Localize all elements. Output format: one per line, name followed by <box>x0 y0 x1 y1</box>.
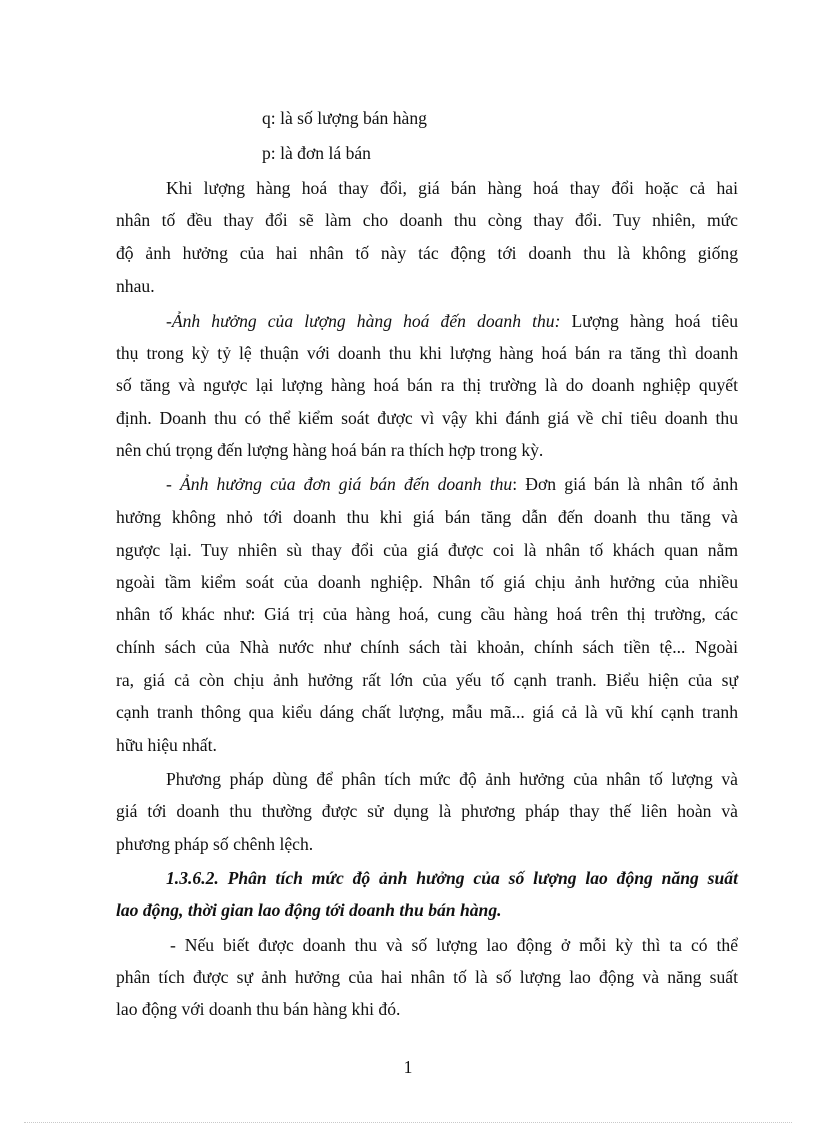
paragraph-3-lead <box>166 472 738 496</box>
paragraph-5-line: phân tích được sự ảnh hưởng của hai nhân tố là số lượng lao động và năng suất <box>116 967 738 987</box>
paragraph-1-line: Khi lượng hàng hoá thay đổi, giá bán hàng hoá thay đổi hoặc cả hai <box>166 178 738 198</box>
paragraph-3-line: hữu hiệu nhất. <box>116 735 217 755</box>
paragraph-3-line: chính sách của Nhà nước như chính sách tài khoản, chính sách tiền tệ... Ngoài <box>116 637 738 657</box>
paragraph-4-line: Phương pháp dùng để phân tích mức độ ảnh hưởng của nhân tố lượng và <box>166 769 738 789</box>
definition-p: p: là đơn lá bán <box>262 143 371 163</box>
section-heading-line: 1.3.6.2. Phân tích mức độ ảnh hưởng của số lượng lao động năng suất <box>166 868 738 888</box>
paragraph-2-line: thụ trong kỳ tỷ lệ thuận với doanh thu khi lượng hàng hoá bán ra tăng thì doanh <box>116 343 738 363</box>
paragraph-1-line: nhau. <box>116 276 155 296</box>
paragraph-4-line: phương pháp số chênh lệch. <box>116 834 314 854</box>
paragraph-1-line: độ ảnh hưởng của hai nhân tố này tác động tới doanh thu là không giống <box>116 243 738 263</box>
paragraph-3-line: nhân tố khác như: Giá trị của hàng hoá, cung cầu hàng hoá trên thị trường, các <box>116 604 738 624</box>
definition-q: q: là số lượng bán hàng <box>262 108 427 128</box>
paragraph-2-line: định. Doanh thu có thể kiểm soát được vì vậy khi đánh giá về chỉ tiêu doanh thu <box>116 408 738 428</box>
paragraph-3-italic-lead: - Ảnh hưởng của đơn giá bán đến doanh thu <box>166 474 513 494</box>
paragraph-3-line: ra, giá cả còn chịu ảnh hưởng rất lớn của yếu tố cạnh tranh. Biểu hiện của sự <box>116 670 738 690</box>
paragraph-3-line: ngược lại. Tuy nhiên sù thay đổi của giá được coi là nhân tố khách quan nằm <box>116 540 738 560</box>
paragraph-1-line: nhân tố đều thay đổi sẽ làm cho doanh thu còng thay đổi. Tuy nhiên, mức <box>116 210 738 230</box>
paragraph-3-line: ngoài tầm kiểm soát của doanh nghiệp. Nhân tố giá chịu ảnh hưởng của nhiều <box>116 572 738 592</box>
paragraph-5-line: lao động với doanh thu bán hàng khi đó. <box>116 999 401 1019</box>
paragraph-2-lead-rest: Lượng hàng hoá tiêu <box>560 311 738 331</box>
paragraph-3-line: cạnh tranh thông qua kiểu dáng chất lượng, mẫu mã... giá cả là vũ khí cạnh tranh <box>116 702 738 722</box>
paragraph-5-line: - Nếu biết được doanh thu và số lượng lao động ở mỗi kỳ thì ta có thể <box>170 935 738 955</box>
paragraph-2-line: số tăng và ngược lại lượng hàng hoá bán ra thị trường là do doanh nghiệp quyết <box>116 375 738 395</box>
paragraph-2-italic-lead: -Ảnh hưởng của lượng hàng hoá đến doanh thu: <box>166 311 561 331</box>
page-number: 1 <box>403 1057 413 1077</box>
paragraph-4-line: giá tới doanh thu thường được sử dụng là phương pháp thay thế liên hoàn và <box>116 801 738 821</box>
paragraph-3-line: hưởng không nhỏ tới doanh thu khi giá bán tăng dẫn đến doanh thu tăng và <box>116 507 738 527</box>
paragraph-3-lead-rest: : Đơn giá bán là nhân tố ảnh <box>512 474 738 494</box>
paragraph-2-lead <box>166 309 738 333</box>
paragraph-2-line: nên chú trọng đến lượng hàng hoá bán ra thích hợp trong kỳ. <box>116 440 544 460</box>
section-heading-line: lao động, thời gian lao động tới doanh thu bán hàng. <box>116 900 502 920</box>
